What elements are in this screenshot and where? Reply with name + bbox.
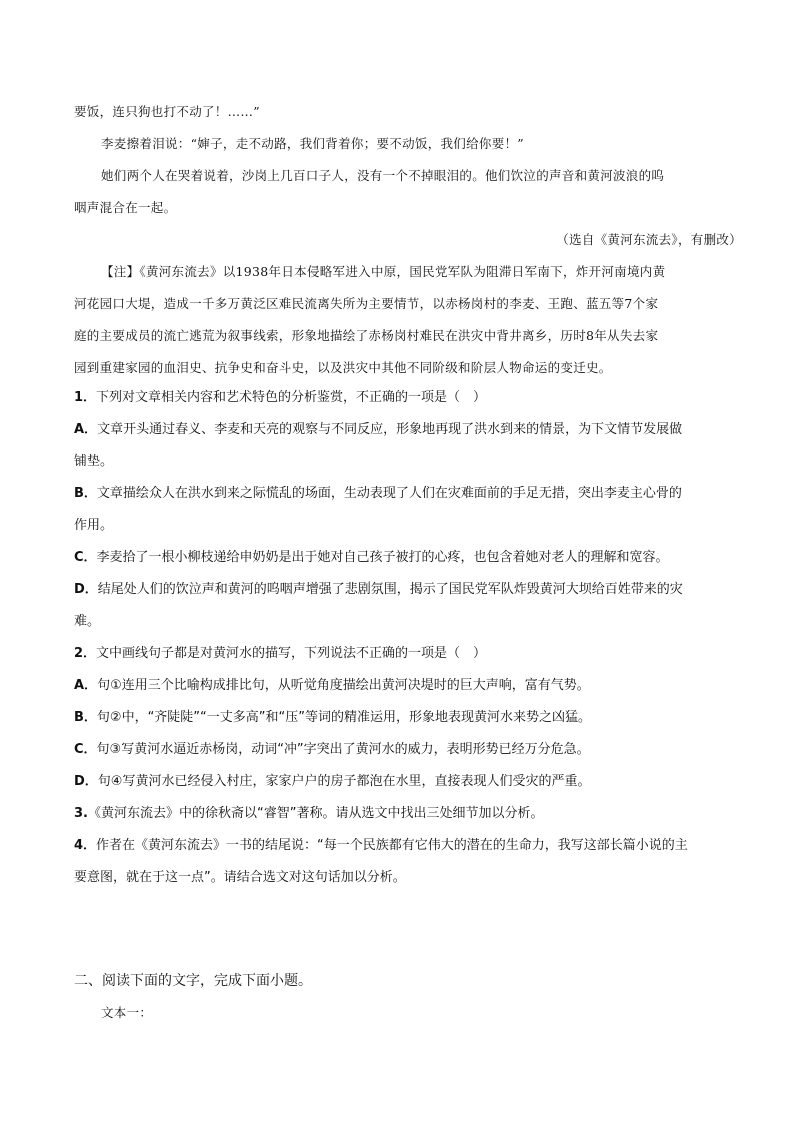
passage-line: 咽声混合在一起。 — [74, 200, 177, 215]
note-line: 【注】《黄河东流去》以1938年日本侵略军进入中原，国民党军队为阻滞日军南下，炸开河南境内黄 — [101, 264, 666, 279]
option-label: C． — [74, 550, 97, 565]
option-text: 句④写黄河水已经侵入村庄，家家户户的房子都泡在水里，直接表现人们受灾的严重。 — [97, 774, 591, 789]
question-stem-continued: 要意图，就在于这一点”。请结合选文对这句话加以分析。 — [74, 870, 406, 885]
question-4 — [74, 838, 724, 854]
question-number: 1． — [74, 390, 97, 405]
question-3 — [74, 806, 724, 822]
option-label: B． — [74, 710, 97, 725]
option-d — [74, 774, 724, 790]
option-a — [74, 678, 724, 694]
passage-line: 要饭，连只狗也打不动了！……” — [74, 104, 260, 119]
option-text-continued: 作用。 — [74, 518, 114, 533]
option-text: 结尾处人们的饮泣声和黄河的呜咽声增强了悲剧氛围，揭示了国民党军队炸毁黄河大坝给百姓带来的灾 — [97, 582, 683, 597]
question-stem: 《黄河东流去》中的徐秋斋以“睿智”著称。请从选文中找出三处细节加以分析。 — [87, 806, 544, 821]
option-text: 句③写黄河水逼近赤杨岗，动词“冲”字突出了黄河水的威力，表明形势已经万分危急。 — [96, 742, 590, 757]
option-label: D． — [74, 774, 98, 789]
option-d — [74, 582, 724, 598]
option-text-continued: 铺垫。 — [74, 454, 114, 469]
option-b — [74, 486, 724, 502]
section-title: 二、阅读下面的文字，完成下面小题。 — [74, 973, 312, 989]
option-label: D． — [74, 582, 98, 597]
option-label: B． — [74, 486, 97, 501]
option-text: 李麦拾了一根小柳枝递给申奶奶是出于她对自己孩子被打的心疼，也包含着她对老人的理解和宽容。 — [96, 550, 669, 565]
question-1 — [74, 390, 724, 406]
passage-line: 李麦擦着泪说：“婶子，走不动路，我们背着你；要不动饭，我们给你要！” — [101, 136, 524, 151]
question-number: 3. — [74, 806, 88, 821]
option-text: 句②中，“齐陡陡”“一丈多高”和“压”等词的精准运用，形象地表现黄河水来势之凶猛。 — [96, 710, 591, 725]
option-text: 文章开头通过春义、李麦和天亮的观察与不同反应，形象地再现了洪水到来的情景，为下文情节发展做 — [97, 422, 683, 437]
option-a — [74, 422, 724, 438]
note-line: 庭的主要成员的流亡逃荒为叙事线索，形象地描绘了赤杨岗村难民在洪灾中背井离乡，历时8年从失去家 — [74, 328, 659, 343]
option-label: C． — [74, 742, 97, 757]
option-c — [74, 550, 724, 566]
question-number: 4． — [74, 838, 97, 853]
option-c — [74, 742, 724, 758]
option-b — [74, 710, 724, 726]
option-label: A． — [74, 678, 98, 693]
question-stem: 作者在《黄河东流去》一书的结尾说：“每一个民族都有它伟大的潜在的生命力，我写这部长篇小说的主 — [96, 838, 688, 853]
note-line: 河花园口大堤，造成一千多万黄泛区难民流离失所为主要情节，以赤杨岗村的李麦、王跑、蓝五等7个家 — [74, 296, 659, 311]
option-label: A． — [74, 422, 98, 437]
question-number: 2． — [74, 646, 97, 661]
question-stem: 下列对文章相关内容和艺术特色的分析鉴赏，不正确的一项是（ ） — [96, 390, 487, 405]
text-label: 文本一： — [101, 1005, 153, 1020]
option-text: 文章描绘众人在洪水到来之际慌乱的场面，生动表现了人们在灾难面前的手足无措，突出李麦主心骨的 — [96, 486, 682, 501]
passage-source: （选自《黄河东流去》，有删改） — [556, 232, 742, 247]
option-text: 句①连用三个比喻构成排比句，从听觉角度描绘出黄河决堤时的巨大声响，富有气势。 — [97, 678, 590, 693]
passage-line: 她们两个人在哭着说着，沙岗上几百口子人，没有一个不掉眼泪的。他们饮泣的声音和黄河波浪的呜 — [101, 168, 665, 183]
option-text-continued: 难。 — [74, 614, 101, 629]
note-line: 园到重建家园的血泪史、抗争史和奋斗史，以及洪灾中其他不同阶级和阶层人物命运的变迁史。 — [74, 360, 612, 375]
question-2 — [74, 646, 724, 662]
question-stem: 文中画线句子都是对黄河水的描写，下列说法不正确的一项是（ ） — [96, 646, 487, 661]
